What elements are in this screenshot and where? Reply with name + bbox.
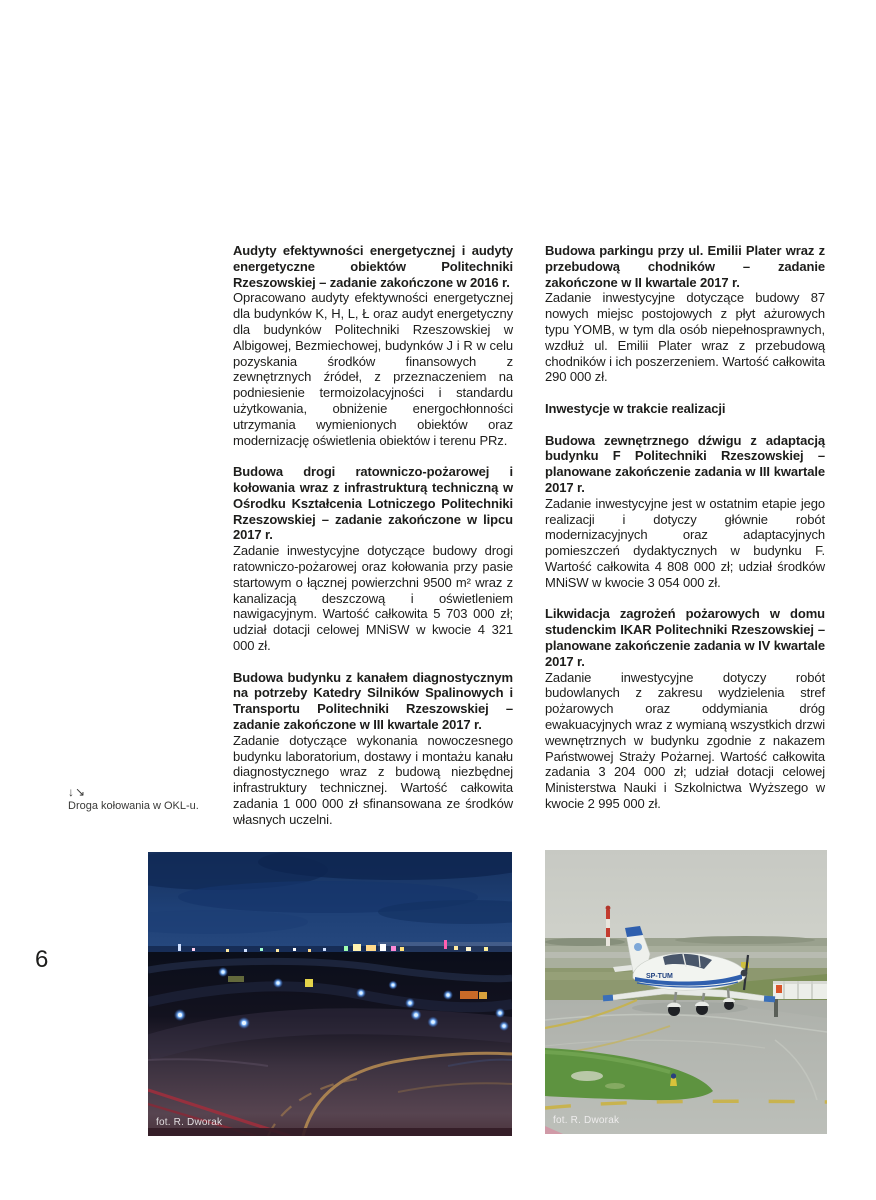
caption-arrow-icons: ↓↘: [68, 785, 87, 799]
article-title: Budowa drogi ratowniczo-pożarowej i kołowania wraz z infrastrukturą techniczną w Ośrodku Kształcenia Lotniczego Politechniki Rzeszowskiej – zadanie zakończone w lipcu 2017 r.: [233, 464, 513, 543]
article-title: Budowa parkingu przy ul. Emilii Plater wraz z przebudową chodników – zadanie zakończone w II kwartale 2017 r.: [545, 243, 825, 290]
article-diagnostic-building: [233, 670, 513, 828]
article-title: Likwidacja zagrożeń pożarowych w domu studenckim IKAR Politechniki Rzeszowskiej – planowane zakończenie zadania w IV kwartale 2017 r.: [545, 606, 825, 669]
day-aircraft-image: [545, 850, 827, 1134]
photo-credit: fot. R. Dworak: [156, 1117, 223, 1128]
article-body: Zadanie inwestycyjne jest w ostatnim etapie jego realizacji i dotyczy głównie robót modernizacyjnych oraz adaptacyjnych pomieszczeń dydaktycznych w budynku F. Wartość całkowita 4 808 000 zł; udział środków MNiSW w kwocie 3 054 000 zł.: [545, 495, 825, 590]
article-body: Zadanie inwestycyjne dotyczące budowy drogi ratowniczo-pożarowej oraz kołowania przy pasie startowym o łącznej powierzchni 9500 m² wraz z kanalizacją deszczową i oświetleniem nawigacyjnym. Wartość całkowita 5 703 000 zł; udział dotacji celowej MNiSW w kwocie 4 321 000 zł.: [233, 543, 513, 653]
article-title: Budowa zewnętrznego dźwigu z adaptacją budynku F Politechniki Rzeszowskiej – planowane zakończenie zadania w III kwartale 2017 r.: [545, 432, 825, 495]
right-text-column: [545, 243, 825, 812]
taxiway-sign-right: [460, 991, 487, 999]
section-heading-investments: Inwestycje w trakcie realizacji: [545, 400, 726, 416]
caption-text: Droga kołowania w OKL-u.: [68, 800, 199, 812]
night-taxiway-image: [148, 852, 512, 1136]
article-rescue-road: [233, 464, 513, 654]
article-parking: [545, 243, 825, 385]
article-title: Audyty efektywności energetycznej i audyty energetyczne obiektów Politechniki Rzeszowskiej – zadanie zakończone w 2016 r.: [233, 243, 513, 290]
photo-credit: fot. R. Dworak: [553, 1115, 620, 1126]
photo-day-aircraft: [545, 850, 827, 1134]
photo-caption: [68, 785, 218, 813]
article-fire-safety: [545, 606, 825, 811]
checkered-mast: [606, 906, 611, 946]
article-body: Zadanie inwestycyjne dotyczące budowy 87 nowych miejsc postojowych z płyt ażurowych typu YOMB, w tym dla osób niepełnosprawnych, wzdłuż ul. Emilii Plater wraz z przebudową chodników i ich poszerzeniem. Wartość całkowita 290 000 zł.: [545, 290, 825, 385]
page-number: 6: [35, 946, 49, 973]
taxiway-sign-yellow: [305, 979, 313, 987]
article-body: Zadanie inwestycyjne dotyczy robót budowlanych z zakresu wydzielenia stref pożarowych oraz oddymiania dróg ewakuacyjnych wraz z wymianą wszystkich drzwi wewnętrznych w budynku zgodnie z nakazem Państwowej Straży Pożarnej. Wartość całkowita zadania 3 204 000 zł; udział dotacji celowej Ministerstwa Nauki i Szkolnictwa Wyższego w kwocie 2 995 000 zł.: [545, 669, 825, 811]
article-title: Budowa budynku z kanałem diagnostycznym na potrzeby Katedry Silników Spalinowych i Transportu Politechniki Rzeszowskiej – zadanie zakończone w III kwartale 2017 r.: [233, 669, 513, 732]
taxiway-sign: [228, 976, 244, 982]
photo-night-taxiway: [148, 852, 512, 1136]
article-body: Opracowano audyty efektywności energetycznej dla budynków K, H, L, Ł oraz audyt energetyczny dla budynków Politechniki Rzeszowskiej w Albigowej, Bezmiechowej, budynków J i R w celu pozyskania środków finansowych z zewnętrznych źródeł, z przeznaczeniem na podniesienie termoizolacyjności i standardu użytkowania, obniżenie energochłonności utrzymania wymienionych obiektów oraz modernizację oświetlenia obiektów i terenu PRz.: [233, 290, 513, 448]
article-elevator: [545, 433, 825, 591]
article-body: Zadanie dotyczące wykonania nowoczesnego budynku laboratorium, dostawy i montażu kanału diagnostycznego wraz z budową niezbędnej infrastruktury technicznej. Wartość całkowita zadania 1 000 000 zł sfinansowana ze środków własnych uczelni.: [233, 732, 513, 827]
aircraft-registration: SP-TUM: [646, 973, 673, 980]
left-text-column: [233, 243, 513, 827]
article-energy-audits: [233, 243, 513, 448]
